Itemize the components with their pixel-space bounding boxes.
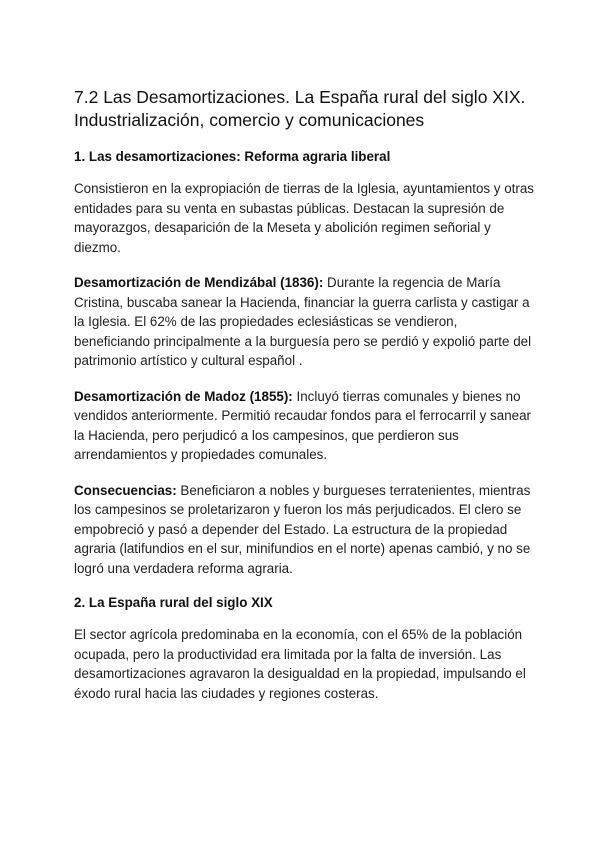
paragraph-madoz [74,387,534,465]
paragraph-espana-rural: El sector agrícola predominaba en la economía, con el 65% de la población ocupada, pero la productividad era limitada por la falta de inversión. Las desamortizaciones agravaron la desigualdad en la propiedad, impulsando el éxodo rural hacia las ciudades y regiones costeras. [74,627,526,701]
paragraph-consecuencias [74,481,534,579]
text-madoz: Incluyó tierras comunales y bienes no vendidos anteriormente. Permitió recaudar fondos para el ferrocarril y sanear la Hacienda, pero perjudicó a los campesinos, que perdieron sus arrendamientos y propiedades comunales. [74,388,531,462]
section-heading-espana-rural: 2. La España rural del siglo XIX [74,595,273,610]
text-mendizabal: Durante la regencia de María Cristina, buscaba sanear la Hacienda, financiar la guerra carlista y castigar a la Iglesia. El 62% de las propiedades eclesiásticas se vendieron, beneficiando principalmente a la burguesía pero se perdió y expolió parte del patrimonio artístico y cultural español . [74,275,532,368]
label-madoz: Desamortización de Madoz (1855): [74,388,293,404]
label-consecuencias: Consecuencias: [74,482,177,498]
label-mendizabal: Desamortización de Mendizábal (1836): [74,275,324,290]
page-title: 7.2 Las Desamortizaciones. La España rural del siglo XIX. Industrialización, comercio y comunicaciones [74,87,526,130]
text-consecuencias: Beneficiaron a nobles y burgueses terratenientes, mientras los campesinos se proletarizaron y fueron los más perjudicados. El clero se empobreció y pasó a depender del Estado. La estructura de la propiedad agraria (latifundios en el sur, minifundios en el norte) apenas cambió, y no se logró una verdadera reforma agraria. [74,482,531,576]
section-heading-desamortizaciones: 1. Las desamortizaciones: Reforma agraria liberal [74,149,391,164]
paragraph-intro: Consistieron en la expropiación de tierras de la Iglesia, ayuntamientos y otras entidades para su venta en subastas públicas. Destacan la supresión de mayorazgos, desaparición de la Meseta y abolición regimen señorial y diezmo. [74,181,534,255]
paragraph-mendizabal [74,273,534,371]
document-page [74,86,534,716]
